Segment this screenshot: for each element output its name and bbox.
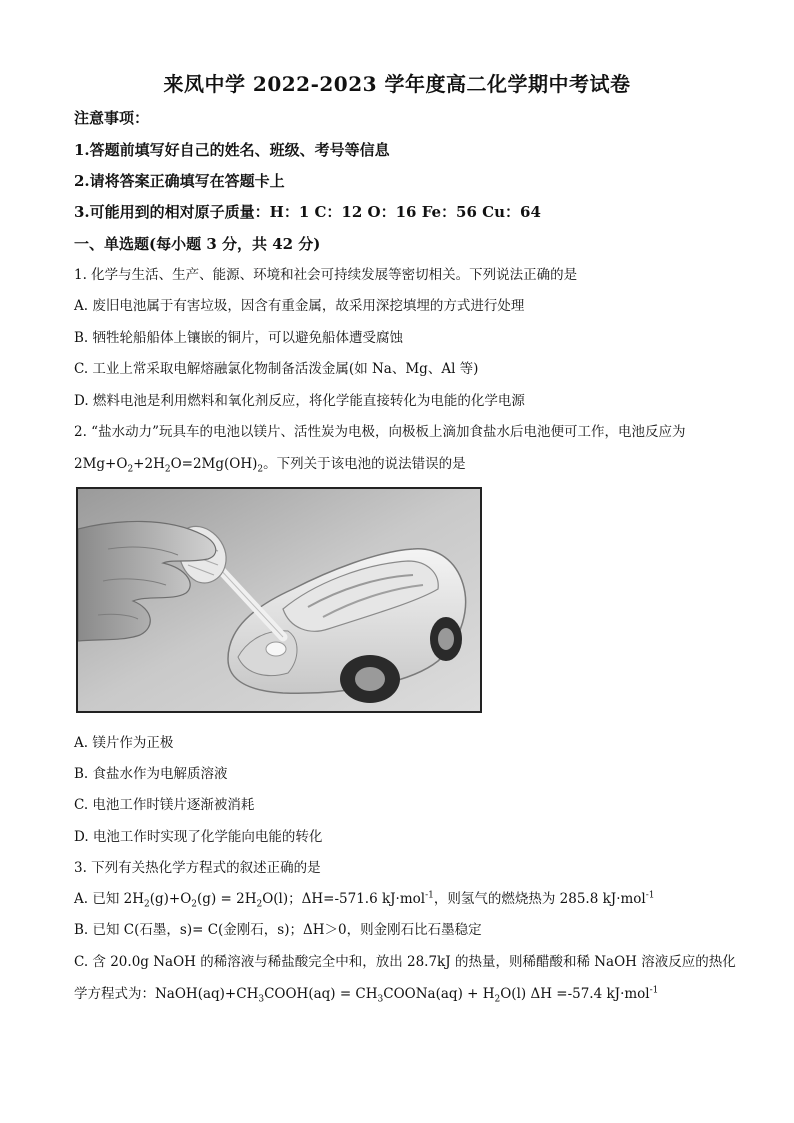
toy-car-photo (76, 487, 482, 713)
q1-option-a: A. 废旧电池属于有害垃圾，因含有重金属，故采用深挖填埋的方式进行处理 (74, 298, 525, 314)
q3-stem: 3. 下列有关热化学方程式的叙述正确的是 (74, 860, 321, 876)
q2-option-d: D. 电池工作时实现了化学能向电能的转化 (74, 829, 323, 845)
q2-stem-line2: $2Mg+O_2+2H_2O=2Mg(OH)_2$。下列关于该电池的说法错误的是 (74, 456, 466, 475)
q1-stem: 1. 化学与生活、生产、能源、环境和社会可持续发展等密切相关。下列说法正确的是 (74, 267, 578, 283)
notice-item-1: 1.答题前填写好自己的姓名、班级、考号等信息 (74, 141, 390, 159)
q3-option-c-line1: C. 含 20.0g NaOH 的稀溶液与稀盐酸完全中和，放出 28.7kJ 的热量，则稀醋酸和稀 NaOH 溶液反应的热化 (74, 954, 736, 970)
notice-item-2: 2.请将答案正确填写在答题卡上 (74, 172, 285, 190)
q3-option-a: A. 已知 $2H_2(g)+O_2(g) = 2H_2O(l)$；ΔH=-571.6 kJ·mol$^{-1}$，则氢气的燃烧热为 285.8 kJ·mol$^{-1}$ (74, 890, 655, 910)
notice-item-3: 3.可能用到的相对原子质量：H：1 C：12 O：16 Fe：56 Cu：64 (74, 203, 541, 221)
q3-option-b: B. 已知 C(石墨，s)= C(金刚石，s)；ΔH＞0，则金刚石比石墨稳定 (74, 922, 482, 938)
page-title: 来凤中学 2022-2023 学年度高二化学期中考试卷 (163, 72, 631, 96)
q2-option-b: B. 食盐水作为电解质溶液 (74, 766, 228, 782)
toy-car-photo-icon (78, 489, 480, 711)
section-heading: 一、单选题(每小题 3 分，共 42 分) (74, 235, 321, 253)
q1-option-d: D. 燃料电池是利用燃料和氧化剂反应，将化学能直接转化为电能的化学电源 (74, 393, 525, 409)
notice-heading: 注意事项： (74, 109, 150, 127)
q2-option-a: A. 镁片作为正极 (74, 735, 174, 751)
q2-option-c: C. 电池工作时镁片逐渐被消耗 (74, 797, 255, 813)
q1-option-b: B. 牺牲轮船船体上镶嵌的铜片，可以避免船体遭受腐蚀 (74, 330, 404, 346)
q1-option-c: C. 工业上常采取电解熔融氯化物制备活泼金属(如 Na、Mg、Al 等) (74, 361, 479, 377)
q3-option-c-line2: 学方程式为：$NaOH(aq)+CH_3COOH(aq)$ = $CH_3COONa(aq) + H_2O(l)$ ΔH =-57.4 kJ·mol$^{-1}$ (74, 985, 659, 1005)
q2-stem-line1: 2. “盐水动力”玩具车的电池以镁片、活性炭为电极，向极板上滴加食盐水后电池便可工作，电池反应为 (74, 424, 686, 440)
